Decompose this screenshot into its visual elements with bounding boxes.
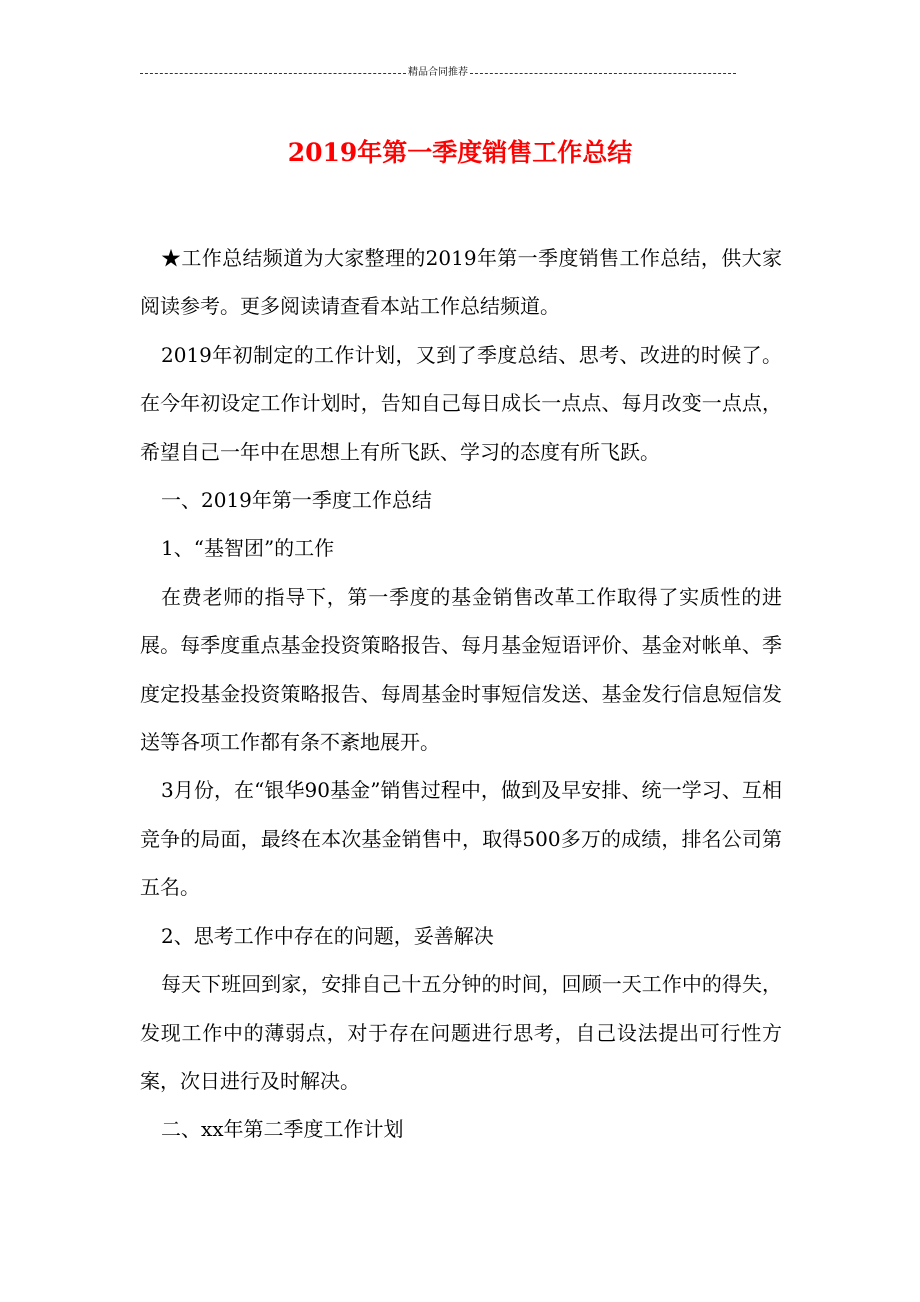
paragraph-daily-review: 每天下班回到家，安排自己十五分钟的时间，回顾一天工作中的得失，发现工作中的薄弱点，对于存在问题进行思考，自己设法提出可行性方案，次日进行及时解决。 <box>140 972 782 1093</box>
header-dashed-line-left <box>140 73 406 74</box>
subheading-problems: 2、思考工作中存在的问题，妥善解决 <box>161 923 494 948</box>
paragraph-intro: ★工作总结频道为大家整理的2019年第一季度销售工作总结，供大家阅读参考。更多阅读请查看本站工作总结频道。 <box>140 246 782 319</box>
section-heading-q2-plan: 二、xx年第二季度工作计划 <box>161 1117 404 1142</box>
document-body <box>140 234 782 1154</box>
page-header <box>140 66 736 80</box>
header-dashed-line-right <box>470 73 736 74</box>
paragraph-march-sales: 3月份，在“银华90基金”销售过程中，做到及早安排、统一学习、互相竞争的局面，最终在本次基金销售中，取得500多万的成绩，排名公司第五名。 <box>140 778 782 900</box>
header-label: 精品合同推荐 <box>408 67 468 78</box>
document-title: 2019年第一季度销售工作总结 <box>287 137 633 167</box>
subheading-team-work: 1、“基智团”的工作 <box>161 536 335 561</box>
section-heading-q1-summary: 一、2019年第一季度工作总结 <box>161 488 432 513</box>
paragraph-plan-review: 2019年初制定的工作计划，又到了季度总结、思考、改进的时候了。在今年初设定工作计划时，告知自己每日成长一点点、每月改变一点点，希望自己一年中在思想上有所飞跃、学习的态度有所飞跃。 <box>140 342 782 464</box>
paragraph-fund-reform: 在费老师的指导下，第一季度的基金销售改革工作取得了实质性的进展。每季度重点基金投资策略报告、每月基金短语评价、基金对帐单、季度定投基金投资策略报告、每周基金时事短信发送、基金发行信息短信发送等各项工作都有条不紊地展开。 <box>140 584 782 755</box>
